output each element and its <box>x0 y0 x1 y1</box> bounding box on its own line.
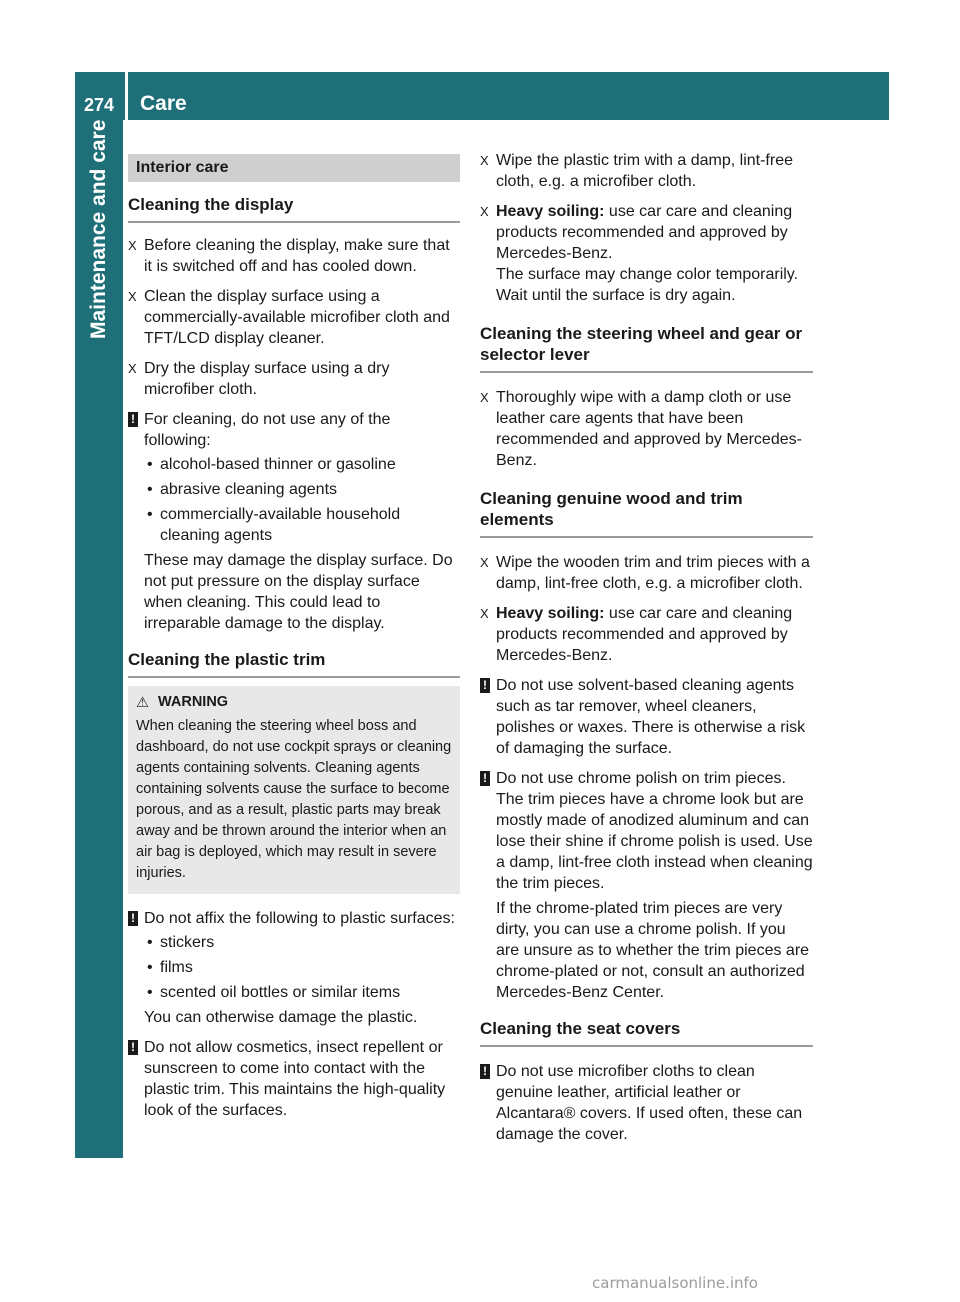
caution-icon: ! <box>128 412 138 427</box>
list-item <box>144 957 460 978</box>
heading-cleaning-wood: Cleaning genuine wood and trim elements <box>480 488 813 538</box>
instruction-step <box>480 201 813 306</box>
step-text: Wipe the wooden trim and trim pieces with a damp, lint-free cloth, e.g. a microfiber cloth. <box>496 554 810 592</box>
note-text: Do not use microfiber cloths to clean genuine leather, artificial leather or Alcantara® covers. If used often, these can damage the cover. <box>496 1063 803 1143</box>
note-text: Do not allow cosmetics, insect repellent or sunscreen to come into contact with the plastic trim. This maintains the high-quality look of the surfaces. <box>144 1039 446 1119</box>
instruction-step <box>128 286 460 349</box>
warning-box <box>128 686 460 894</box>
step-marker-icon: X <box>480 390 489 405</box>
page-number: 274 <box>84 95 115 115</box>
note-text: You can otherwise damage the plastic. <box>144 1009 418 1026</box>
warning-text: When cleaning the steering wheel boss and dashboard, do not use cockpit sprays or cleaning agents containing solvents. Cleaning agents containing solvents cause the surface to become porous, and as a result, plastic parts may break away and be thrown around the interior when an air bag is deployed, which may result in severe injuries. <box>136 718 452 881</box>
warning-icon: ⚠ <box>136 695 149 711</box>
step-extra-text: The surface may change color temporarily. Wait until the surface is dry again. <box>496 266 799 304</box>
caution-note <box>480 768 813 1003</box>
heading-cleaning-plastic: Cleaning the plastic trim <box>128 649 460 678</box>
step-text: Before cleaning the display, make sure that it is switched off and has cooled down. <box>144 237 450 275</box>
caution-note <box>128 1037 460 1121</box>
step-marker-icon: X <box>128 289 137 304</box>
note-text: Do not affix the following to plastic surfaces: <box>144 910 455 927</box>
step-text: Wipe the plastic trim with a damp, lint-free cloth, e.g. a microfiber cloth. <box>496 152 793 190</box>
side-tab-label: Maintenance and care <box>87 120 110 340</box>
caution-icon: ! <box>128 1040 138 1055</box>
note-text: For cleaning, do not use any of the following: <box>144 411 391 449</box>
caution-note <box>128 908 460 1028</box>
watermark: carmanualsonline.info <box>592 1274 758 1292</box>
step-text: use car care and cleaning products recommended and approved by Mercedes-Benz. <box>496 605 793 664</box>
bullet-icon: • <box>147 481 153 498</box>
step-marker-icon: X <box>128 361 137 376</box>
list-item-text: abrasive cleaning agents <box>160 481 338 498</box>
step-text: Thoroughly wipe with a damp cloth or use leather care agents that have been recommended and approved by Mercedes-Benz. <box>496 389 802 469</box>
instruction-step <box>480 387 813 471</box>
step-label: Heavy soiling: <box>496 605 605 622</box>
heading-cleaning-seat: Cleaning the seat covers <box>480 1018 813 1047</box>
step-marker-icon: X <box>480 606 489 621</box>
bullet-icon: • <box>147 959 153 976</box>
step-marker-icon: X <box>128 238 137 253</box>
side-tab <box>75 120 123 1158</box>
bullet-icon: • <box>147 934 153 951</box>
caution-note <box>128 409 460 634</box>
instruction-step <box>128 358 460 400</box>
caution-icon: ! <box>480 1064 490 1079</box>
list-item-text: alcohol-based thinner or gasoline <box>160 456 396 473</box>
header-bar <box>75 72 889 120</box>
list-item-text: stickers <box>160 934 215 951</box>
bullet-icon: • <box>147 506 153 523</box>
caution-icon: ! <box>480 678 490 693</box>
list-item <box>144 454 460 475</box>
caution-icon: ! <box>128 911 138 926</box>
warning-title <box>136 692 452 713</box>
step-marker-icon: X <box>480 204 489 219</box>
bullet-icon: • <box>147 456 153 473</box>
note-text: Do not use chrome polish on trim pieces. The trim pieces have a chrome look but are mostly made of anodized aluminum and can lose their shine if chrome polish is used. Use a damp, lint-free cloth instead when cleaning the trim pieces. <box>496 770 813 892</box>
step-marker-icon: X <box>480 555 489 570</box>
note-text: If the chrome-plated trim pieces are very dirty, you can use a chrome polish. If you are unsure as to whether the trim pieces are chrome-plated or not, consult an authorized Mercedes-Benz Center. <box>496 900 810 1001</box>
caution-icon: ! <box>480 771 490 786</box>
list-item <box>144 479 460 500</box>
instruction-step <box>480 603 813 666</box>
step-text: Dry the display surface using a dry microfiber cloth. <box>144 360 390 398</box>
left-column <box>128 150 460 1130</box>
note-text: Do not use solvent-based cleaning agents such as tar remover, wheel cleaners, polishes or waxes. There is otherwise a risk of damaging the surface. <box>496 677 806 757</box>
note-text: These may damage the display surface. Do not put pressure on the display surface when cleaning. This could lead to irreparable damage to the display. <box>144 552 453 632</box>
list-item-text: commercially-available household cleaning agents <box>160 506 401 544</box>
step-marker-icon: X <box>480 153 489 168</box>
caution-note <box>480 1061 813 1145</box>
step-label: Heavy soiling: <box>496 203 605 220</box>
warning-title-text: WARNING <box>158 694 229 710</box>
heading-cleaning-steering: Cleaning the steering wheel and gear or selector lever <box>480 323 813 373</box>
bullet-icon: • <box>147 984 153 1001</box>
instruction-step <box>480 150 813 192</box>
caution-note <box>480 675 813 759</box>
section-title: Interior care <box>128 154 460 182</box>
instruction-step <box>480 552 813 594</box>
step-text: use car care and cleaning products recommended and approved by Mercedes-Benz. <box>496 203 793 262</box>
list-item-text: scented oil bottles or similar items <box>160 984 401 1001</box>
list-item <box>144 982 460 1003</box>
right-column <box>480 150 813 1154</box>
step-text: Clean the display surface using a commercially-available microfiber cloth and TFT/LCD display cleaner. <box>144 288 450 347</box>
instruction-step <box>128 235 460 277</box>
header-divider <box>125 72 128 120</box>
list-item <box>144 932 460 953</box>
heading-cleaning-display: Cleaning the display <box>128 194 460 223</box>
chapter-title: Care <box>140 92 187 115</box>
list-item <box>144 504 460 546</box>
list-item-text: films <box>160 959 193 976</box>
